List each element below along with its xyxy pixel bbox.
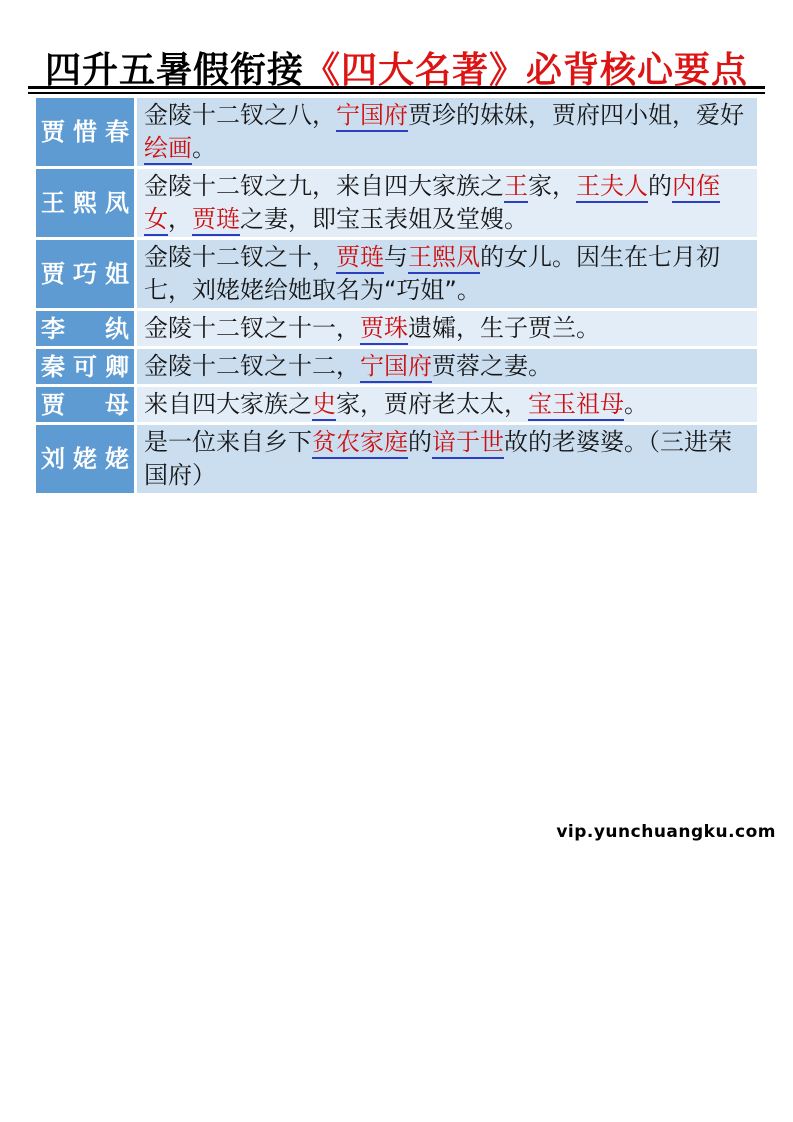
table-row bbox=[36, 169, 757, 237]
highlighted-term: 宝玉祖母 bbox=[528, 390, 624, 421]
character-name-cell: 李 纨 bbox=[36, 311, 134, 346]
page-title-black-part: 四升五暑假衔接 bbox=[44, 50, 304, 91]
characters-table bbox=[33, 95, 760, 496]
highlighted-term: 贾珠 bbox=[360, 314, 408, 345]
character-description-cell bbox=[137, 387, 757, 422]
description-text: 的女儿。因生在七月初七，刘姥姥给她取名为“巧姐”。 bbox=[144, 243, 720, 304]
table-row bbox=[36, 240, 757, 308]
description-text: 的 bbox=[648, 172, 672, 200]
character-description-cell bbox=[137, 425, 757, 493]
title-double-underline bbox=[28, 86, 765, 94]
table-row bbox=[36, 349, 757, 384]
description-text: 家，贾府老太太， bbox=[336, 390, 528, 418]
character-name-cell: 贾巧姐 bbox=[36, 240, 134, 308]
table-row bbox=[36, 425, 757, 493]
description-text: 遗孀，生子贾兰。 bbox=[408, 314, 600, 342]
description-text: 贾珍的妹妹，贾府四小姐，爱好 bbox=[408, 101, 744, 129]
highlighted-term: 王熙凤 bbox=[408, 243, 480, 274]
highlighted-term: 贾琏 bbox=[336, 243, 384, 274]
character-name-cell: 刘姥姥 bbox=[36, 425, 134, 493]
character-description-cell bbox=[137, 349, 757, 384]
highlighted-term: 史 bbox=[312, 390, 336, 421]
description-text: 。 bbox=[192, 134, 216, 162]
description-text: 来自四大家族之 bbox=[144, 390, 312, 418]
character-name-cell: 贾惜春 bbox=[36, 98, 134, 166]
description-text: 金陵十二钗之十， bbox=[144, 243, 336, 271]
description-text: 金陵十二钗之十一， bbox=[144, 314, 360, 342]
character-description-cell bbox=[137, 240, 757, 308]
character-name-cell: 王熙凤 bbox=[36, 169, 134, 237]
page-title-red-part: 《四大名著》必背核心要点 bbox=[304, 50, 749, 91]
description-text: 是一位来自乡下 bbox=[144, 428, 312, 456]
description-text: 之妻，即宝玉表姐及堂嫂。 bbox=[240, 205, 528, 233]
character-description-cell bbox=[137, 169, 757, 237]
description-text: 贾蓉之妻。 bbox=[432, 352, 552, 380]
highlighted-term: 谙于世 bbox=[432, 428, 504, 459]
watermark: vip.yunchuangku.com bbox=[556, 822, 776, 842]
table-row bbox=[36, 311, 757, 346]
description-text: 家， bbox=[528, 172, 576, 200]
description-text: 与 bbox=[384, 243, 408, 271]
highlighted-term: 王夫人 bbox=[576, 172, 648, 203]
description-text: 金陵十二钗之八， bbox=[144, 101, 336, 129]
highlighted-term: 绘画 bbox=[144, 134, 192, 165]
character-description-cell bbox=[137, 98, 757, 166]
table-row bbox=[36, 98, 757, 166]
description-text: ， bbox=[168, 205, 192, 233]
description-text: 的 bbox=[408, 428, 432, 456]
highlighted-term: 王 bbox=[504, 172, 528, 203]
character-name-cell: 贾 母 bbox=[36, 387, 134, 422]
description-text: 金陵十二钗之九，来自四大家族之 bbox=[144, 172, 504, 200]
description-text: 金陵十二钗之十二， bbox=[144, 352, 360, 380]
description-text: 。 bbox=[624, 390, 648, 418]
table-row bbox=[36, 387, 757, 422]
character-description-cell bbox=[137, 311, 757, 346]
description-text: 故的老婆婆。（三进荣国府） bbox=[144, 428, 732, 489]
highlighted-term: 贫农家庭 bbox=[312, 428, 408, 459]
character-name-cell: 秦可卿 bbox=[36, 349, 134, 384]
highlighted-term: 内侄女 bbox=[144, 172, 720, 236]
highlighted-term: 贾琏 bbox=[192, 205, 240, 236]
highlighted-term: 宁国府 bbox=[336, 101, 408, 132]
characters-table-body bbox=[36, 98, 757, 493]
highlighted-term: 宁国府 bbox=[360, 352, 432, 383]
